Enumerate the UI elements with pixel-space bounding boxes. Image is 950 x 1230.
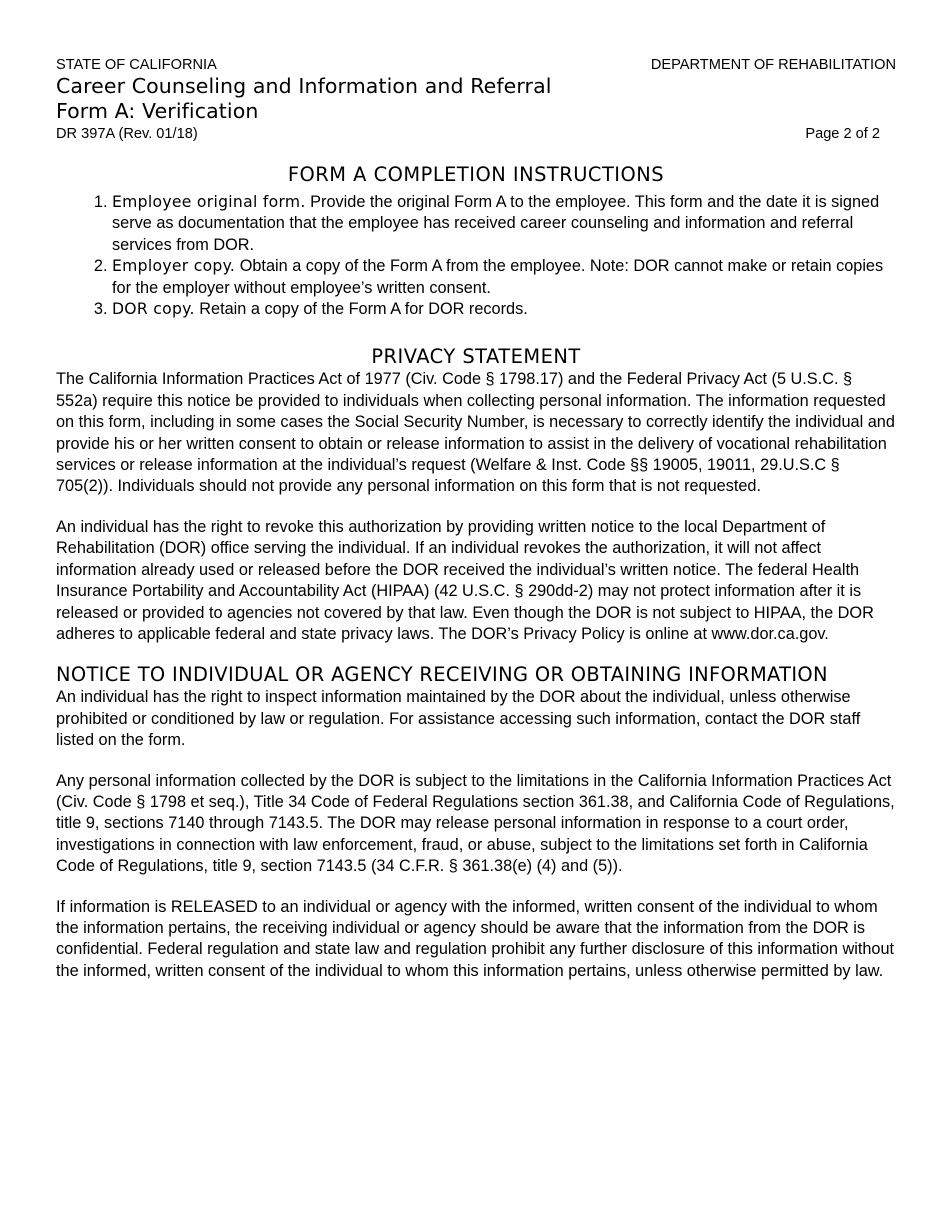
instruction-lead: DOR copy. [112,300,195,319]
instruction-item [112,299,896,320]
header-bottom-row [56,125,896,143]
form-title-line2: Form A: Verification [56,98,259,123]
instruction-lead: Employee original form. [112,193,306,211]
notice-heading: NOTICE TO INDIVIDUAL OR AGENCY RECEIVING OR OBTAINING INFORMATION [56,663,828,687]
privacy-paragraph-1: The California Information Practices Act of 1977 (Civ. Code § 1798.17) and the Federal Privacy Act (5 U.S.C. § 552a) require this notice be provided to individuals when collecting personal information. The information requested on this form, including in some cases the Social Security Number, is necessary to correctly identify the individual and provide his or her written consent to obtain or release information to assist in the delivery of vocational rehabilitation services or release information at the individual’s request (Welfare & Inst. Code §§ 19005, 19011, 29.U.S.C § 705(2)). Individuals should not provide any personal information on this form that is not requested. [56,370,895,496]
instruction-item [112,256,896,299]
privacy-paragraph-2: An individual has the right to revoke this authorization by providing written notice to the local Department of Rehabilitation (DOR) office serving the individual. If an individual revokes the authorization, it will not affect information already used or released before the DOR received the individual’s written notice. The federal Health Insurance Portability and Accountability Act (HIPAA) (42 U.S.C. § 290dd-2) may not protect information after it is released or provided to agencies not covered by that law. Even though the DOR is not subject to HIPAA, the DOR adheres to applicable federal and state privacy laws. The DOR’s Privacy Policy is online at www.dor.ca.gov. [56,517,874,643]
instruction-text: Provide the original Form A to the employee. This form and the date it is signed serve as documentation that the employee has received career counseling and information and referral services from DOR. [112,193,880,254]
page-number: Page 2 of 2 [805,126,880,142]
instruction-text: Retain a copy of the Form A for DOR records. [194,300,528,319]
privacy-heading: PRIVACY STATEMENT [371,345,581,369]
form-title-line1: Career Counseling and Information and Referral [56,74,552,98]
state-label: STATE OF CALIFORNIA [56,57,217,73]
instructions-list [56,192,896,320]
document-page [56,56,896,982]
form-number: DR 397A (Rev. 01/18) [56,126,198,142]
header-top-row [56,56,896,74]
instruction-item [112,192,896,256]
instruction-text: Obtain a copy of the Form A from the employee. Note: DOR cannot make or retain copies for the employer without employee’s written consent. [112,257,884,297]
instructions-heading: FORM A COMPLETION INSTRUCTIONS [287,163,665,186]
notice-paragraph-3: If information is RELEASED to an individual or agency with the informed, written consent of the individual to whom the information pertains, the receiving individual or agency should be aware that the information from the DOR is confidential. Federal regulation and state law and regulation prohibit any further disclosure of this information without the informed, written consent of the individual to whom this information pertains, unless otherwise permitted by law. [56,897,895,980]
notice-paragraph-2: Any personal information collected by the DOR is subject to the limitations in the California Information Practices Act (Civ. Code § 1798 et seq.), Title 34 Code of Federal Regulations section 361.38, and California Code of Regulations, title 9, sections 7140 through 7143.5. The DOR may release personal information in response to a court order, investigations in connection with law enforcement, fraud, or abuse, subject to the limitations set forth in California Code of Regulations, title 9, section 7143.5 (34 C.F.R. § 361.38(e) (4) and (5)). [56,771,895,876]
instruction-lead: Employer copy. [112,257,236,276]
department-label: DEPARTMENT OF REHABILITATION [650,57,896,73]
notice-paragraph-1: An individual has the right to inspect information maintained by the DOR about the individual, unless otherwise prohibited or conditioned by law or regulation. For assistance accessing such information, contact the DOR staff listed on the form. [56,688,861,750]
